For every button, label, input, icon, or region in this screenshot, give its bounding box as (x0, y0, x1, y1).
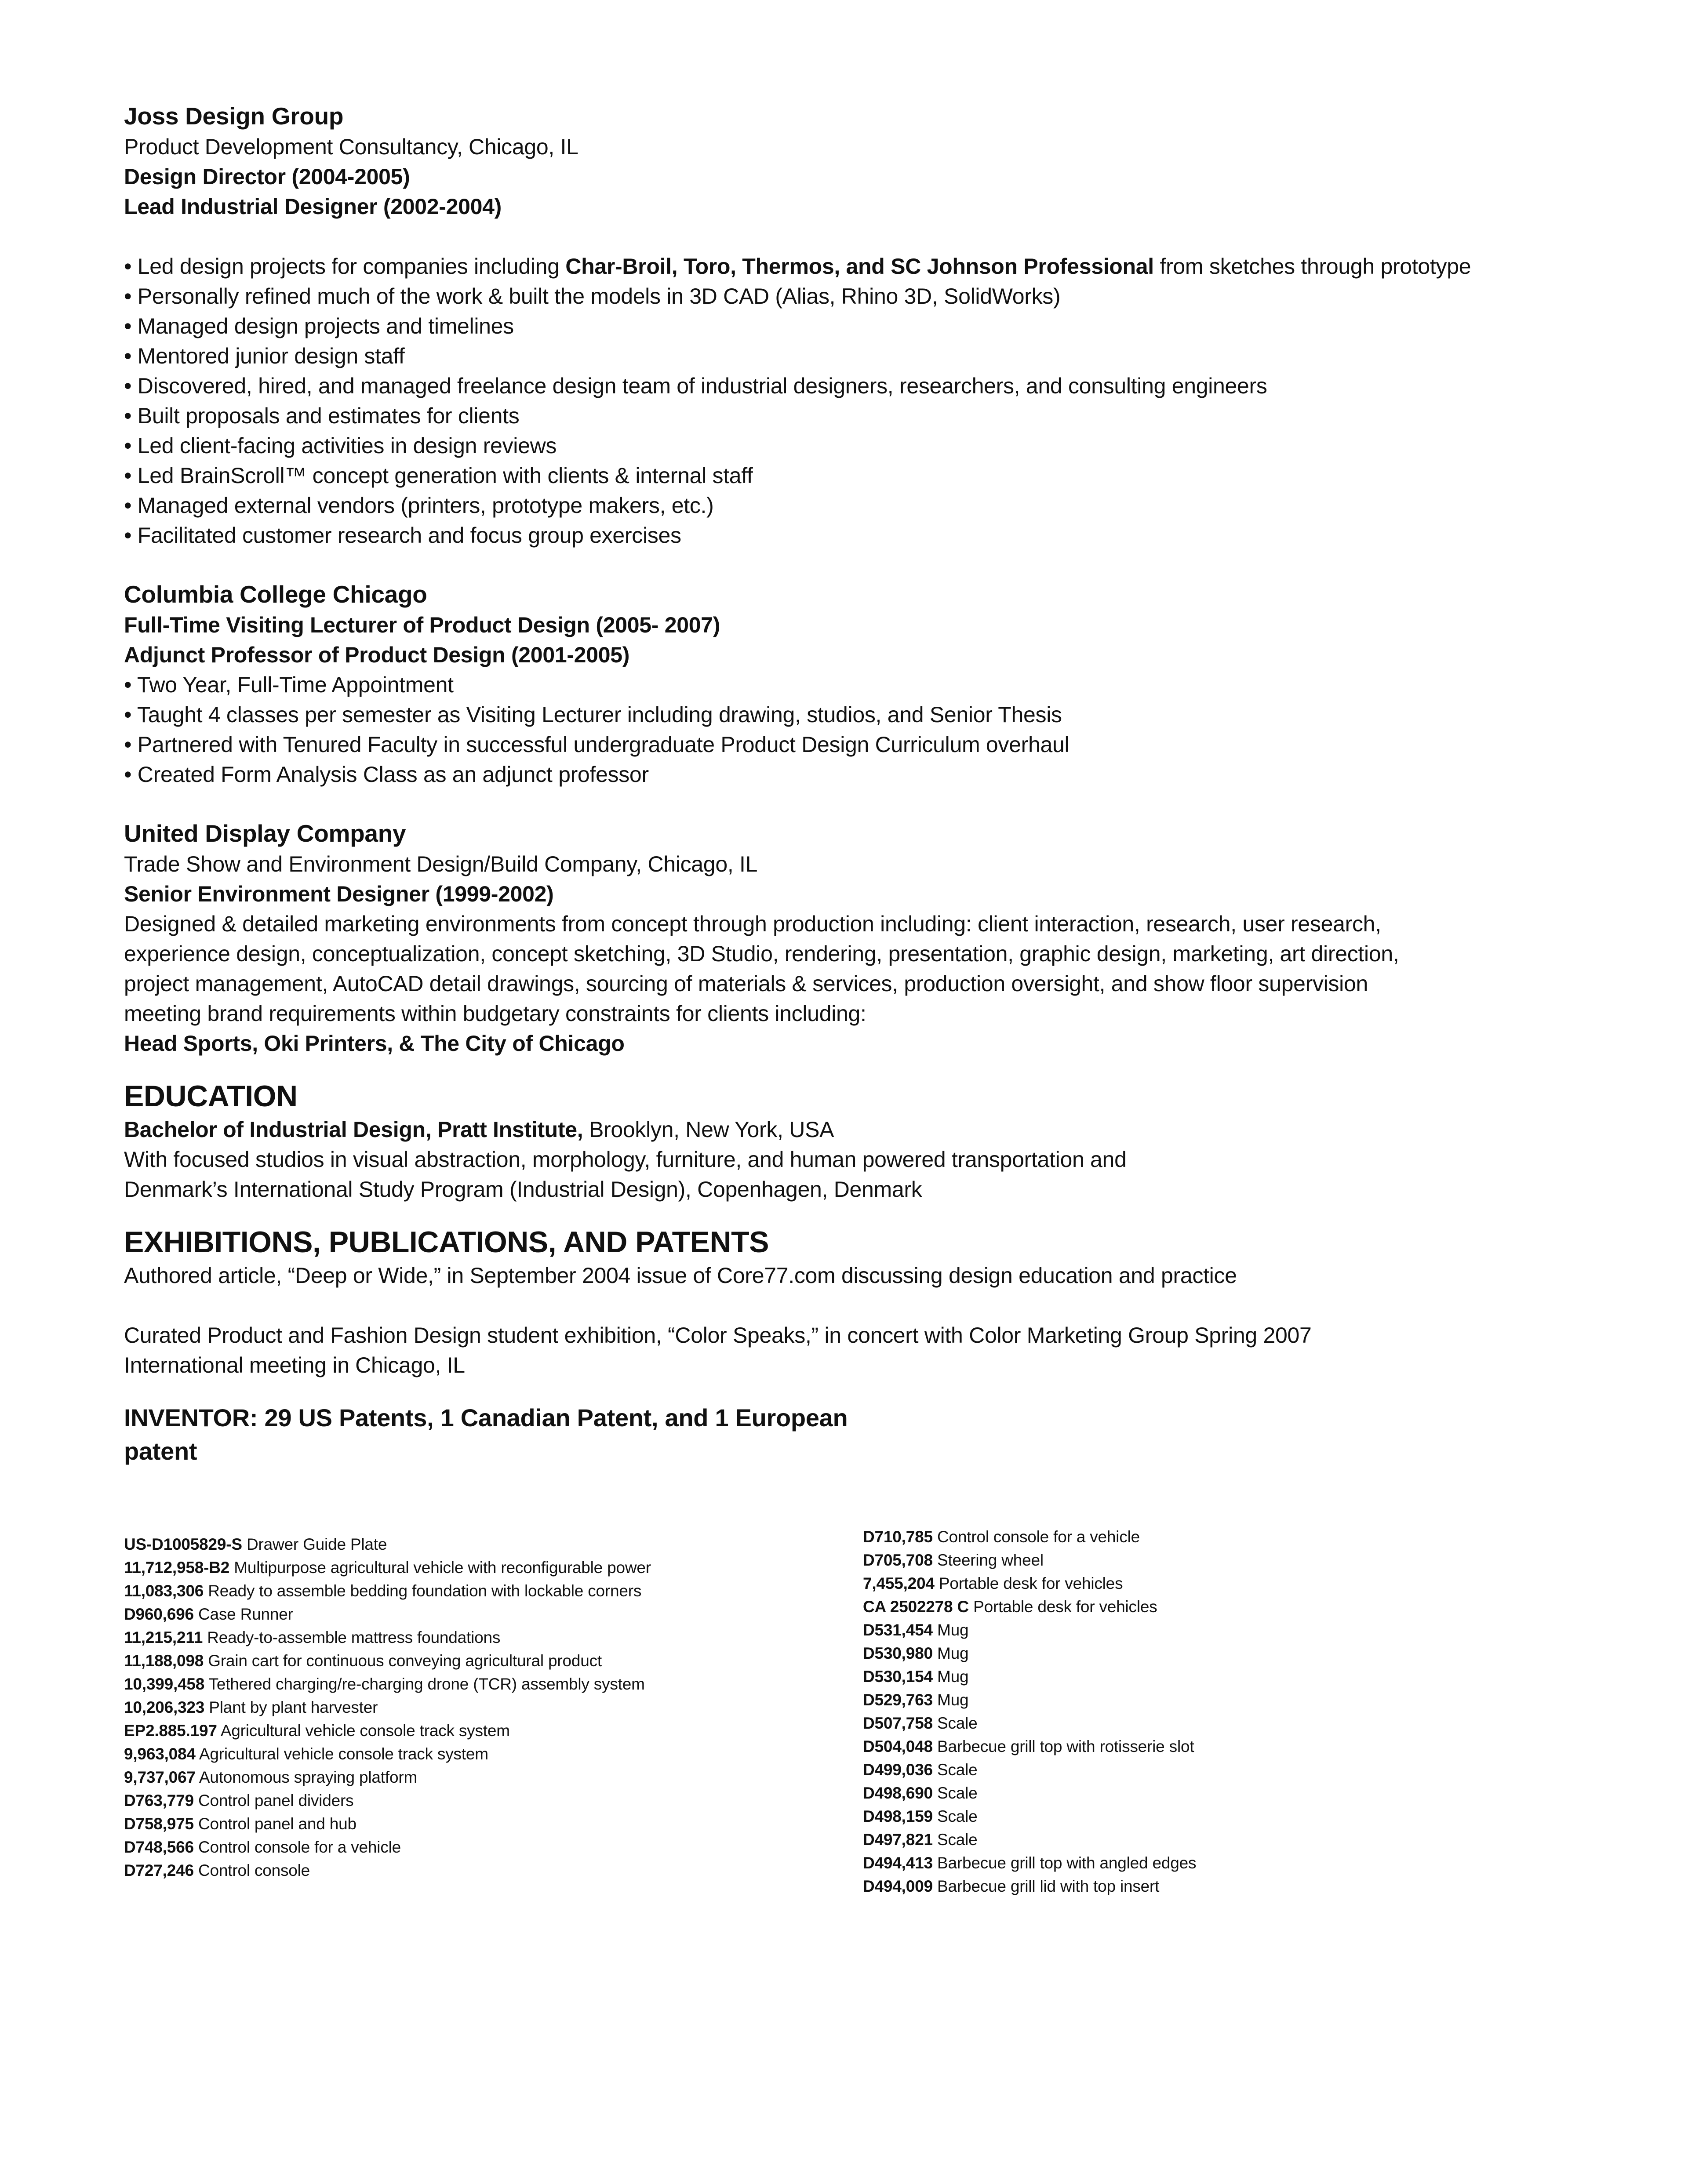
patent-title: Agricultural vehicle console track system (220, 1722, 510, 1740)
patent-title: Scale (937, 1761, 978, 1779)
patent-title: Drawer Guide Plate (246, 1535, 387, 1553)
bullet-item: • Two Year, Full-Time Appointment (124, 672, 454, 697)
patent-title: Control console for a vehicle (198, 1838, 401, 1856)
patent-item (124, 1719, 827, 1742)
org-description: Product Development Consultancy, Chicago, IL (124, 134, 578, 159)
patent-title: Scale (937, 1784, 978, 1802)
patent-item (124, 1766, 827, 1789)
bullet-item: • Led client-facing activities in design reviews (124, 433, 557, 458)
patent-title: Mug (937, 1668, 969, 1686)
job-title: Full-Time Visiting Lecturer of Product Design (2005- 2007) (124, 613, 720, 637)
patent-item (124, 1812, 827, 1835)
patent-list-right (863, 1525, 1610, 1898)
patent-number: 11,215,211 (124, 1628, 203, 1646)
exhibitions-section (124, 1224, 1619, 1468)
patent-number: D530,154 (863, 1668, 933, 1686)
patent-number: 11,083,306 (124, 1582, 204, 1600)
patent-item (863, 1851, 1610, 1875)
patent-title: Portable desk for vehicles (973, 1598, 1157, 1616)
patent-number: CA 2502278 C (863, 1598, 969, 1616)
bullet-item: • Led BrainScroll™ concept generation with clients & internal staff (124, 463, 753, 488)
patent-title: Agricultural vehicle console track system (199, 1745, 488, 1763)
patent-item (863, 1688, 1610, 1712)
patent-title: Control console (198, 1861, 310, 1879)
patent-number: D960,696 (124, 1605, 194, 1623)
job-title: Senior Environment Designer (1999-2002) (124, 882, 554, 906)
patent-title: Tethered charging/re-charging drone (TCR) assembly system (208, 1675, 645, 1693)
patent-number: 7,455,204 (863, 1574, 935, 1592)
bullet-item: • Facilitated customer research and focus group exercises (124, 523, 681, 548)
patent-title: Mug (937, 1644, 969, 1662)
patent-title: Case Runner (198, 1605, 293, 1623)
patent-number: D710,785 (863, 1528, 933, 1546)
patent-list-left (124, 1533, 827, 1882)
patent-title: Portable desk for vehicles (939, 1574, 1123, 1592)
patent-item (124, 1533, 827, 1556)
patent-item (863, 1805, 1610, 1828)
bullet-item: • Taught 4 classes per semester as Visiting Lecturer including drawing, studios, and Senior Thesis (124, 702, 1062, 727)
inventor-heading: patent (124, 1437, 197, 1465)
patent-number: 9,737,067 (124, 1768, 196, 1786)
degree (124, 1115, 1619, 1145)
patent-item (124, 1789, 827, 1812)
patent-item (124, 1556, 827, 1579)
org-name: United Display Company (124, 820, 406, 847)
patent-title: Barbecue grill top with rotisserie slot (937, 1737, 1194, 1755)
patent-item (863, 1525, 1610, 1548)
patent-title: Barbecue grill lid with top insert (937, 1877, 1160, 1895)
bullet-item: • Discovered, hired, and managed freelance design team of industrial designers, researchers, and consulting engineers (124, 374, 1267, 398)
patent-title: Mug (937, 1621, 969, 1639)
patent-item (124, 1579, 827, 1603)
united-section (124, 818, 1619, 1058)
patent-item (863, 1781, 1610, 1805)
bullet-text: • Led design projects for companies including (124, 254, 566, 279)
patent-title: Control panel dividers (198, 1792, 354, 1810)
exhibition: Curated Product and Fashion Design student exhibition, “Color Speaks,” in concert with Color Marketing Group Spring 2007 (124, 1323, 1312, 1348)
patent-title: Scale (937, 1807, 978, 1825)
org-name: Columbia College Chicago (124, 581, 427, 608)
bullet-item: • Personally refined much of the work & built the models in 3D CAD (Alias, Rhino 3D, SolidWorks) (124, 284, 1061, 309)
patent-item (124, 1672, 827, 1696)
patent-number: D494,009 (863, 1877, 933, 1895)
patent-item (124, 1603, 827, 1626)
patent-number: D499,036 (863, 1761, 933, 1779)
patent-number: 10,206,323 (124, 1698, 205, 1716)
patent-number: D748,566 (124, 1838, 194, 1856)
patent-item (124, 1626, 827, 1649)
patent-item (863, 1735, 1610, 1758)
patent-title: Ready to assemble bedding foundation with lockable corners (208, 1582, 642, 1600)
bullet-item: • Built proposals and estimates for clients (124, 403, 520, 428)
education-detail: With focused studios in visual abstraction, morphology, furniture, and human powered transportation and (124, 1147, 1127, 1172)
degree-name: Bachelor of Industrial Design, Pratt Institute, (124, 1117, 583, 1142)
patent-item (863, 1758, 1610, 1781)
org-description: Trade Show and Environment Design/Build Company, Chicago, IL (124, 852, 758, 876)
patent-number: D507,758 (863, 1714, 933, 1732)
client-list: Char-Broil, Toro, Thermos, and SC Johnson Professional (565, 254, 1154, 279)
bullet-text: from sketches through prototype (1153, 254, 1471, 279)
bullet-item: • Managed design projects and timelines (124, 314, 514, 338)
patent-number: D504,048 (863, 1737, 933, 1755)
job-title: Design Director (2004-2005) (124, 164, 410, 189)
patent-item (124, 1649, 827, 1672)
patent-title: Mug (937, 1691, 969, 1709)
patent-number: US-D1005829-S (124, 1535, 242, 1553)
education-detail: Denmark’s International Study Program (Industrial Design), Copenhagen, Denmark (124, 1177, 922, 1202)
patent-number: D498,690 (863, 1784, 933, 1802)
education-section (124, 1078, 1619, 1204)
bullet-item: • Mentored junior design staff (124, 344, 405, 368)
patent-title: Autonomous spraying platform (199, 1768, 418, 1786)
patent-item (863, 1572, 1610, 1595)
client-list: Head Sports, Oki Printers, & The City of Chicago (124, 1031, 625, 1056)
patent-title: Grain cart for continuous conveying agricultural product (208, 1652, 602, 1670)
patent-title: Plant by plant harvester (209, 1698, 378, 1716)
bullet-item: • Partnered with Tenured Faculty in successful undergraduate Product Design Curriculum overhaul (124, 732, 1070, 757)
patent-number: 10,399,458 (124, 1675, 205, 1693)
patent-item (863, 1665, 1610, 1688)
patent-item (124, 1835, 827, 1859)
patent-number: D529,763 (863, 1691, 933, 1709)
patent-number: 11,188,098 (124, 1652, 204, 1670)
patent-title: Control console for a vehicle (937, 1528, 1140, 1546)
patent-item (863, 1712, 1610, 1735)
patent-title: Scale (937, 1714, 978, 1732)
org-name: Joss Design Group (124, 102, 344, 130)
job-title: Lead Industrial Designer (2002-2004) (124, 194, 502, 219)
patent-title: Barbecue grill top with angled edges (937, 1854, 1197, 1872)
patent-number: D705,708 (863, 1551, 933, 1569)
patent-number: D763,779 (124, 1792, 194, 1810)
patent-number: D497,821 (863, 1831, 933, 1849)
columbia-section (124, 578, 1619, 789)
job-title: Adjunct Professor of Product Design (2001-2005) (124, 643, 630, 667)
patent-title: Ready-to-assemble mattress foundations (207, 1628, 501, 1646)
patent-number: D758,975 (124, 1815, 194, 1833)
patent-title: Scale (937, 1831, 978, 1849)
paragraph-line: project management, AutoCAD detail drawings, sourcing of materials & services, production oversight, and show floor supervision (124, 971, 1368, 996)
degree-location: Brooklyn, New York, USA (583, 1117, 834, 1142)
patent-item (124, 1859, 827, 1882)
patent-number: D494,413 (863, 1854, 933, 1872)
patent-item (863, 1595, 1610, 1618)
bullet-item (124, 251, 1619, 281)
patent-title: Control panel and hub (198, 1815, 357, 1833)
patent-item (863, 1642, 1610, 1665)
patent-title: Multipurpose agricultural vehicle with reconfigurable power (234, 1559, 651, 1577)
bullet-item: • Created Form Analysis Class as an adjunct professor (124, 762, 649, 787)
patent-item (863, 1548, 1610, 1572)
patent-number: 11,712,958-B2 (124, 1559, 230, 1577)
patent-number: D531,454 (863, 1621, 933, 1639)
paragraph-line: experience design, conceptualization, concept sketching, 3D Studio, rendering, presentation, graphic design, marketing, art direction, (124, 941, 1399, 966)
section-heading: EDUCATION (124, 1079, 298, 1113)
inventor-heading: INVENTOR: 29 US Patents, 1 Canadian Patent, and 1 European (124, 1404, 848, 1432)
patent-item (124, 1696, 827, 1719)
patent-item (863, 1875, 1610, 1898)
patent-item (863, 1618, 1610, 1642)
bullet-item: • Managed external vendors (printers, prototype makers, etc.) (124, 493, 714, 518)
publication: Authored article, “Deep or Wide,” in September 2004 issue of Core77.com discussing design education and practice (124, 1263, 1237, 1288)
exhibition: International meeting in Chicago, IL (124, 1353, 465, 1377)
patent-title: Steering wheel (937, 1551, 1044, 1569)
patent-number: D530,980 (863, 1644, 933, 1662)
patent-number: 9,963,084 (124, 1745, 196, 1763)
patent-number: D727,246 (124, 1861, 194, 1879)
paragraph-line: Designed & detailed marketing environments from concept through production including: client interaction, research, user research, (124, 912, 1381, 936)
joss-section (124, 100, 1619, 550)
resume-body (124, 100, 1619, 1468)
section-heading: EXHIBITIONS, PUBLICATIONS, AND PATENTS (124, 1225, 769, 1259)
patent-number: D498,159 (863, 1807, 933, 1825)
patent-item (863, 1828, 1610, 1851)
paragraph-line: meeting brand requirements within budgetary constraints for clients including: (124, 1001, 866, 1026)
patent-item (124, 1742, 827, 1766)
patent-number: EP2.885.197 (124, 1722, 217, 1740)
